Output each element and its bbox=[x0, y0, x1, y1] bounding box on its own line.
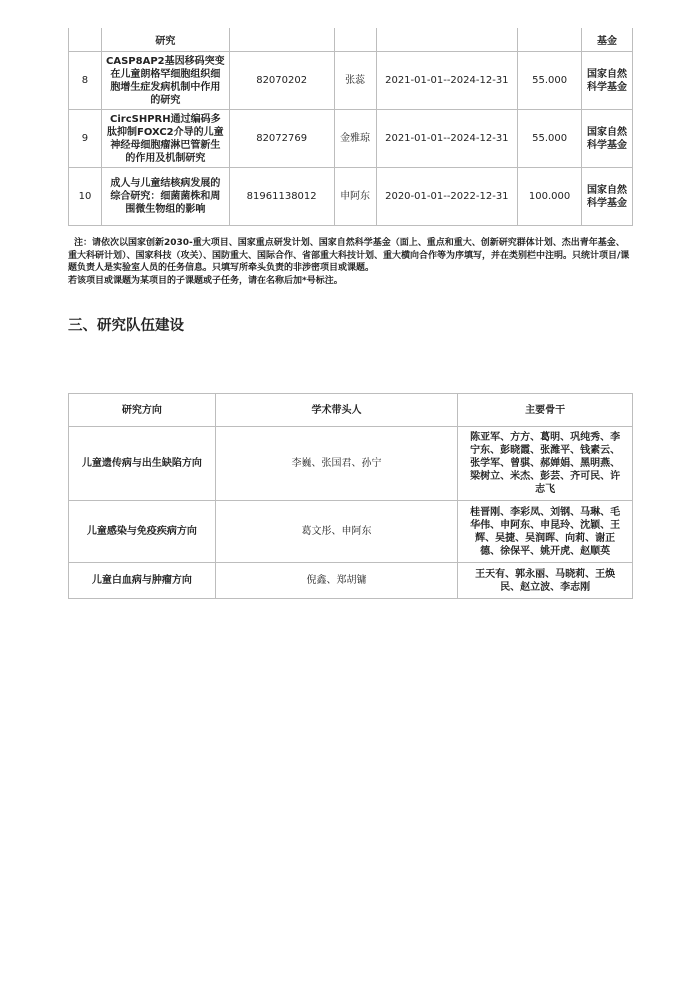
table-row bbox=[69, 501, 633, 563]
header-direction: 研究方向 bbox=[69, 394, 216, 427]
table-row bbox=[69, 52, 633, 110]
table-row bbox=[69, 28, 633, 52]
project-leader: 金雅琼 bbox=[334, 110, 376, 168]
academic-leaders: 李巍、张国君、孙宁 bbox=[215, 427, 458, 501]
project-name: CASP8AP2基因移码突变在儿童朗格罕细胞组织细胞增生症发病机制中作用的研究 bbox=[101, 52, 229, 110]
project-leader bbox=[334, 28, 376, 52]
project-period bbox=[376, 28, 518, 52]
academic-leaders: 葛文彤、申阿东 bbox=[215, 501, 458, 563]
table-row bbox=[69, 110, 633, 168]
table-row bbox=[69, 563, 633, 599]
core-members: 王天有、郭永丽、马晓莉、王焕民、赵立波、李志刚 bbox=[458, 563, 633, 599]
core-members: 桂晋刚、李彩凤、刘钢、马琳、毛华伟、申阿东、申昆玲、沈颖、王辉、吴捷、吴润晖、向莉、谢正德、徐保平、姚开虎、赵顺英 bbox=[458, 501, 633, 563]
project-fund: 国家自然科学基金 bbox=[582, 52, 633, 110]
research-direction: 儿童遗传病与出生缺陷方向 bbox=[69, 427, 216, 501]
project-period: 2021-01-01--2024-12-31 bbox=[376, 110, 518, 168]
project-name: CircSHPRH通过编码多肽抑制FOXC2介导的儿童神经母细胞瘤淋巴管新生的作用及机制研究 bbox=[101, 110, 229, 168]
project-amount: 55.000 bbox=[518, 52, 582, 110]
project-period: 2020-01-01--2022-12-31 bbox=[376, 168, 518, 226]
project-leader: 申阿东 bbox=[334, 168, 376, 226]
table-row bbox=[69, 168, 633, 226]
row-number bbox=[69, 28, 102, 52]
header-leaders: 学术带头人 bbox=[215, 394, 458, 427]
project-code bbox=[229, 28, 334, 52]
project-code: 82070202 bbox=[229, 52, 334, 110]
project-code: 82072769 bbox=[229, 110, 334, 168]
project-fund: 国家自然科学基金 bbox=[582, 110, 633, 168]
table-row bbox=[69, 427, 633, 501]
project-leader: 张蕊 bbox=[334, 52, 376, 110]
project-amount: 55.000 bbox=[518, 110, 582, 168]
project-amount: 100.000 bbox=[518, 168, 582, 226]
project-fund: 国家自然科学基金 bbox=[582, 168, 633, 226]
academic-leaders: 倪鑫、郑胡镛 bbox=[215, 563, 458, 599]
project-amount bbox=[518, 28, 582, 52]
project-fund: 基金 bbox=[582, 28, 633, 52]
core-members: 陈亚军、方方、葛明、巩纯秀、李宁东、彭晓霞、张潍平、钱素云、张学军、曾骐、郝婵娟、黑明燕、梁树立、米杰、彭芸、齐可民、许志飞 bbox=[458, 427, 633, 501]
row-number: 9 bbox=[69, 110, 102, 168]
research-direction: 儿童白血病与肿瘤方向 bbox=[69, 563, 216, 599]
project-name: 研究 bbox=[101, 28, 229, 52]
subtask-note: 若该项目或课题为某项目的子课题或子任务，请在名称后加*号标注。 bbox=[68, 276, 343, 286]
project-name: 成人与儿童结核病发展的综合研究：细菌菌株和周围微生物组的影响 bbox=[101, 168, 229, 226]
table-header-row bbox=[69, 394, 633, 427]
header-members: 主要骨干 bbox=[458, 394, 633, 427]
project-table bbox=[68, 28, 633, 226]
table-note: 注：请依次以国家创新2030-重大项目、国家重点研发计划、国家自然科学基金（面上、重点和重大、创新研究群体计划、杰出青年基金、重大科研计划）、国家科技（攻关）、国防重大、国际合作、省部重大科技计划、重大横向合作等为序填写，并在类别栏中注明。只统计项目/课题负责人是实验室人员的任务信息。只填写所牵头负责的非涉密项目或课题。 bbox=[68, 238, 630, 273]
section-title: 三、研究队伍建设 bbox=[68, 318, 184, 334]
row-number: 10 bbox=[69, 168, 102, 226]
project-code: 81961138012 bbox=[229, 168, 334, 226]
row-number: 8 bbox=[69, 52, 102, 110]
project-period: 2021-01-01--2024-12-31 bbox=[376, 52, 518, 110]
research-direction: 儿童感染与免疫疾病方向 bbox=[69, 501, 216, 563]
team-table bbox=[68, 393, 633, 599]
